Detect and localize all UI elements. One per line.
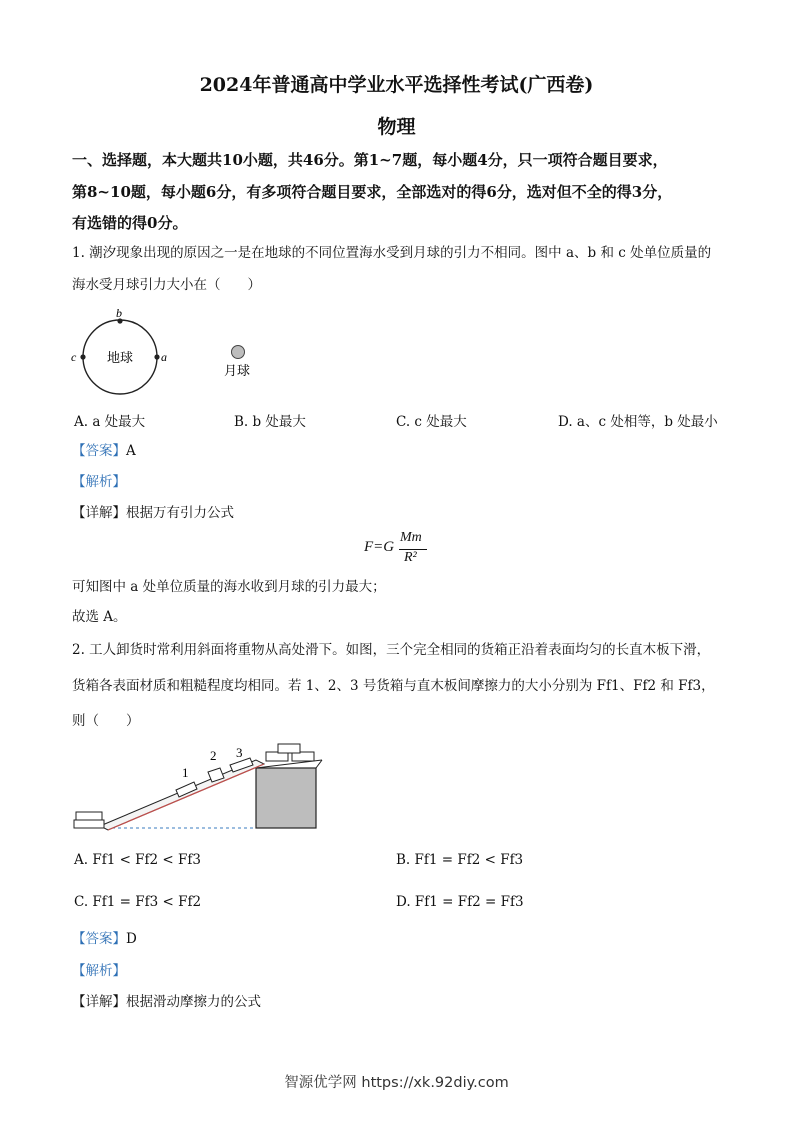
- point-a: [154, 354, 159, 359]
- point-c: [80, 354, 85, 359]
- section-line-1: 一、选择题，本大题共10小题，共46分。第1~7题，每小题4分，只一项符合题目要求，: [72, 151, 668, 169]
- q2-stem-line-3: 则（ ）: [72, 713, 140, 729]
- q2-detail-text: 根据滑动摩擦力的公式: [126, 994, 261, 1010]
- box-label-3: 3: [236, 745, 243, 760]
- q2-option-a: A. Ff1 < Ff2 < Ff3: [74, 852, 201, 868]
- exam-title: 2024年普通高中学业水平选择性考试(广西卷): [199, 74, 594, 96]
- q2-option-c: C. Ff1 = Ff3 < Ff2: [74, 894, 202, 910]
- q2-detail-line: [72, 992, 261, 1012]
- q1-conclusion: 可知图中 a 处单位质量的海水收到月球的引力最大；: [72, 579, 386, 595]
- section-line-3: 有选错的得0分。: [72, 214, 188, 232]
- q2-stem-line-1: 2. 工人卸货时常利用斜面将重物从高处滑下。如图，三个完全相同的货箱正沿着表面均匀的长直木板下滑，: [72, 642, 711, 658]
- ground-box: [76, 812, 102, 820]
- q1-earth-moon-figure: [64, 306, 264, 406]
- label-b: b: [116, 306, 122, 320]
- section-line-2: 第8~10题，每小题6分，有多项符合题目要求，全部选对的得6分，选对但不全的得3分，: [72, 183, 673, 201]
- q2-answer: D: [126, 931, 137, 947]
- platform-box: [278, 744, 300, 753]
- label-a: a: [161, 350, 167, 364]
- q2-option-d: D. Ff1 = Ff2 = Ff3: [396, 894, 524, 910]
- q1-option-c: C. c 处最大: [396, 414, 467, 430]
- ground-box: [74, 820, 104, 828]
- q2-option-b: B. Ff1 = Ff2 < Ff3: [396, 852, 524, 868]
- platform-block: [256, 768, 316, 828]
- moon-circle: [232, 346, 245, 359]
- q2-answer-line: [72, 929, 137, 949]
- subject-title: 物理: [377, 116, 416, 138]
- formula-denominator: R²: [404, 550, 417, 565]
- detail-tag: 【详解】: [72, 994, 126, 1010]
- answer-tag: 【答案】: [72, 443, 126, 459]
- q1-answer: A: [126, 443, 136, 459]
- formula-lhs: F=G: [364, 539, 395, 555]
- q1-detail-line: [72, 503, 234, 523]
- formula-numerator: Mm: [400, 530, 422, 545]
- q1-formula: [364, 530, 444, 570]
- q1-stem-line-1: 1. 潮汐现象出现的原因之一是在地球的不同位置海水受到月球的引力不相同。图中 a、b 和 c 处单位质量的: [72, 245, 712, 261]
- q2-incline-figure: [70, 740, 330, 835]
- q1-option-a: A. a 处最大: [74, 414, 146, 430]
- q1-option-b: B. b 处最大: [234, 414, 306, 430]
- q1-option-d: D. a、c 处相等，b 处最小: [558, 414, 718, 430]
- footer-watermark: 智源优学网 https://xk.92diy.com: [284, 1075, 509, 1091]
- label-earth: 地球: [107, 351, 134, 366]
- box-label-2: 2: [210, 748, 217, 763]
- label-c: c: [71, 350, 77, 364]
- detail-tag: 【详解】: [72, 505, 126, 521]
- label-moon: 月球: [224, 364, 251, 379]
- q1-stem-line-2: 海水受月球引力大小在（ ）: [72, 277, 261, 293]
- q1-detail-text: 根据万有引力公式: [126, 505, 234, 521]
- answer-tag: 【答案】: [72, 931, 126, 947]
- q2-stem-line-2: 货箱各表面材质和粗糙程度均相同。若 1、2、3 号货箱与直木板间摩擦力的大小分别为 Ff1、Ff2 和 Ff3，: [72, 678, 715, 694]
- box-label-1: 1: [182, 765, 189, 780]
- q1-choice: 故选 A。: [72, 609, 127, 625]
- q1-answer-line: [72, 441, 136, 461]
- q1-analysis-tag: 【解析】: [72, 474, 126, 490]
- q2-analysis-tag: 【解析】: [72, 963, 126, 979]
